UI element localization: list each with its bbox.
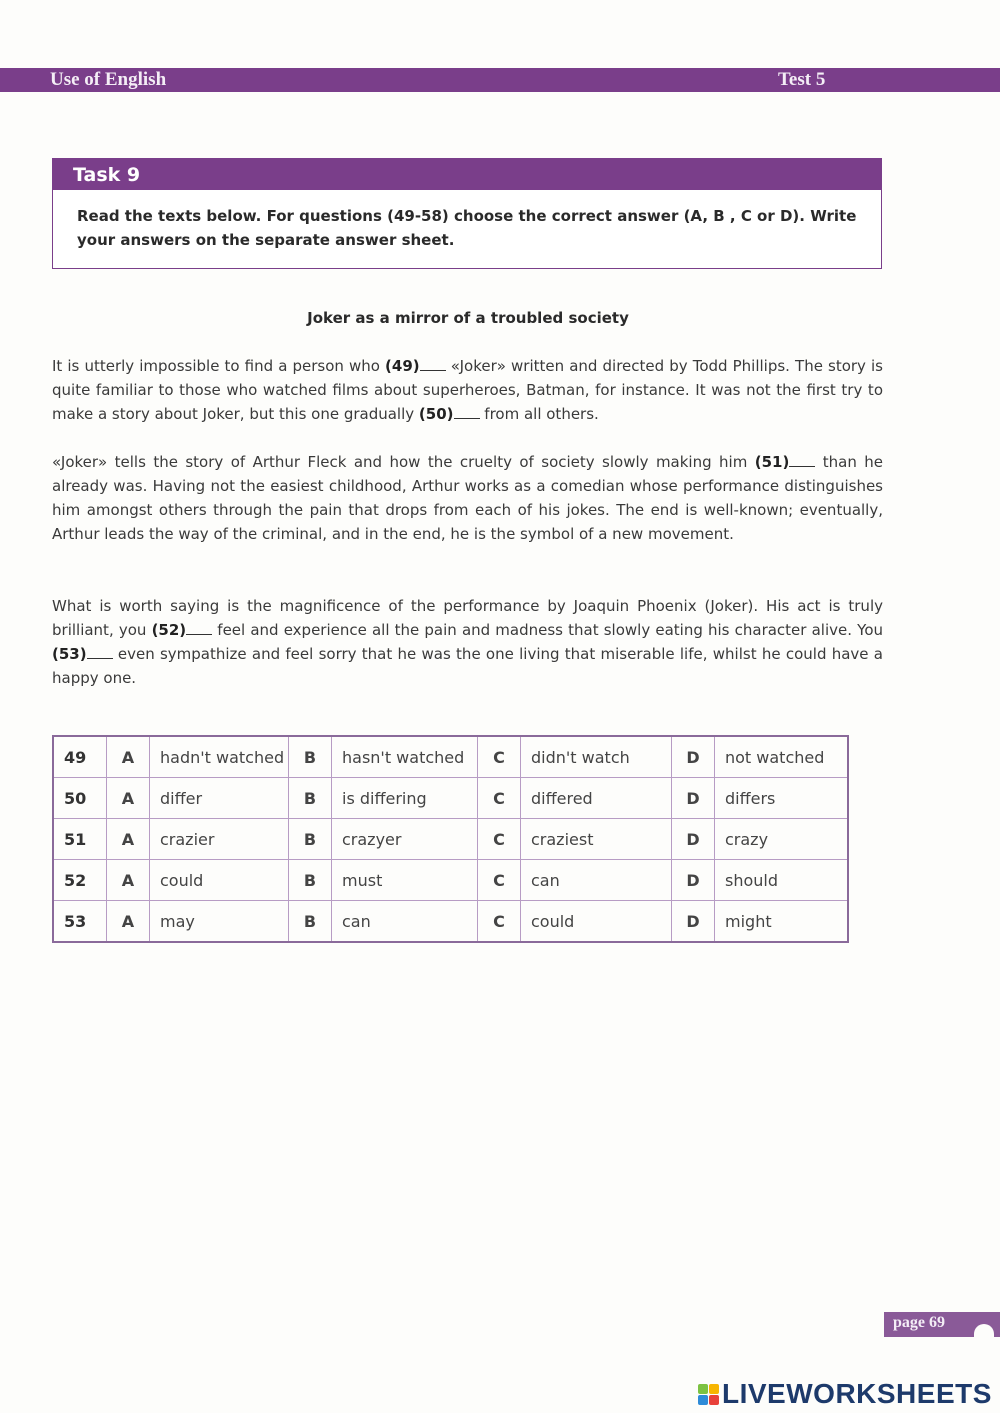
- gap-blank: [420, 358, 446, 371]
- gap-number: (51): [754, 453, 790, 471]
- option-a: could: [150, 860, 289, 901]
- gap-number: (52): [151, 621, 187, 639]
- option-letter: B: [289, 860, 332, 901]
- text: from all others.: [479, 405, 599, 423]
- option-d: crazy: [715, 819, 849, 860]
- option-d: might: [715, 901, 849, 943]
- page-number-box: [884, 1312, 1000, 1337]
- text: «Joker» tells the story of Arthur Fleck and how the cruelty of society slowly making him: [52, 453, 755, 471]
- gap-blank: [789, 454, 815, 467]
- article-title: Joker as a mirror of a troubled society: [307, 309, 629, 327]
- question-number: 52: [53, 860, 107, 901]
- option-letter: D: [672, 736, 715, 778]
- option-letter: D: [672, 778, 715, 819]
- text: than he already was. Having not the easiest childhood, Arthur works as a comedian whose performance distinguishes him amongst others through the pain that drops from each of his jokes. The end is well-known; eventually, Arthur leads the way of the criminal, and in the end, he is the symbol of a new movement.: [52, 453, 883, 543]
- gap-blank: [87, 646, 113, 659]
- option-letter: B: [289, 736, 332, 778]
- page-tab-notch: [962, 152, 984, 168]
- option-letter: D: [672, 819, 715, 860]
- text: even sympathize and feel sorry that he was the one living that miserable life, whilst he could have a happy one.: [52, 645, 883, 687]
- option-b: crazyer: [332, 819, 478, 860]
- options-table: [52, 735, 849, 943]
- option-b: can: [332, 901, 478, 943]
- option-letter: A: [107, 860, 150, 901]
- table-row: [53, 736, 848, 778]
- brand-name: LIVEWORKSHEETS: [722, 1378, 992, 1409]
- option-d: not watched: [715, 736, 849, 778]
- option-b: hasn't watched: [332, 736, 478, 778]
- gap-number: (53): [52, 645, 87, 663]
- table-row: [53, 901, 848, 943]
- question-number: 51: [53, 819, 107, 860]
- option-c: didn't watch: [521, 736, 672, 778]
- option-letter: A: [107, 736, 150, 778]
- option-letter: A: [107, 819, 150, 860]
- liveworksheets-logo: [698, 1378, 992, 1410]
- table-row: [53, 860, 848, 901]
- option-letter: C: [478, 778, 521, 819]
- option-letter: C: [478, 819, 521, 860]
- option-letter: B: [289, 901, 332, 943]
- option-letter: A: [107, 901, 150, 943]
- option-letter: D: [672, 860, 715, 901]
- option-letter: D: [672, 901, 715, 943]
- option-a: differ: [150, 778, 289, 819]
- header-bar: [0, 68, 1000, 92]
- section-title: Use of English: [50, 69, 167, 90]
- paragraph-3: [52, 594, 883, 690]
- option-letter: C: [478, 860, 521, 901]
- option-b: must: [332, 860, 478, 901]
- paragraph-1: [52, 354, 883, 426]
- gap-blank: [454, 406, 480, 419]
- gap-blank: [186, 622, 212, 635]
- text: «Joker» written and directed by Todd Phillips. The story is quite familiar to those who watched films about superheroes, Batman, for instance. It was not the first try to make a story about Joker, but this one gradually: [52, 357, 883, 423]
- task-title: Task 9: [53, 159, 881, 190]
- paragraph-2: [52, 450, 883, 546]
- option-d: differs: [715, 778, 849, 819]
- page-tab-notch: [974, 1324, 994, 1338]
- option-c: differed: [521, 778, 672, 819]
- gap-number: (49): [385, 357, 420, 375]
- table-row: [53, 819, 848, 860]
- option-a: hadn't watched: [150, 736, 289, 778]
- text: feel and experience all the pain and madness that slowly eating his character alive. You: [212, 621, 883, 639]
- option-b: is differing: [332, 778, 478, 819]
- question-number: 50: [53, 778, 107, 819]
- option-a: may: [150, 901, 289, 943]
- text: It is utterly impossible to find a person who: [52, 357, 386, 375]
- gap-number: (50): [418, 405, 454, 423]
- option-d: should: [715, 860, 849, 901]
- page-number: page 69: [893, 1314, 945, 1331]
- option-letter: B: [289, 819, 332, 860]
- option-c: craziest: [521, 819, 672, 860]
- option-c: can: [521, 860, 672, 901]
- test-label: Test 5: [778, 69, 826, 90]
- option-letter: B: [289, 778, 332, 819]
- option-a: crazier: [150, 819, 289, 860]
- option-c: could: [521, 901, 672, 943]
- task-instructions: Read the texts below. For questions (49-58) choose the correct answer (A, B , C or D). Write your answers on the separate answer sheet.: [77, 207, 857, 249]
- option-letter: C: [478, 901, 521, 943]
- task-box: [52, 158, 882, 269]
- table-row: [53, 778, 848, 819]
- logo-icon: [698, 1384, 719, 1405]
- question-number: 49: [53, 736, 107, 778]
- option-letter: A: [107, 778, 150, 819]
- option-letter: C: [478, 736, 521, 778]
- text: What is worth saying is the magnificence of the performance by Joaquin Phoenix (Joker). His act is truly brilliant, you: [52, 597, 883, 639]
- question-number: 53: [53, 901, 107, 943]
